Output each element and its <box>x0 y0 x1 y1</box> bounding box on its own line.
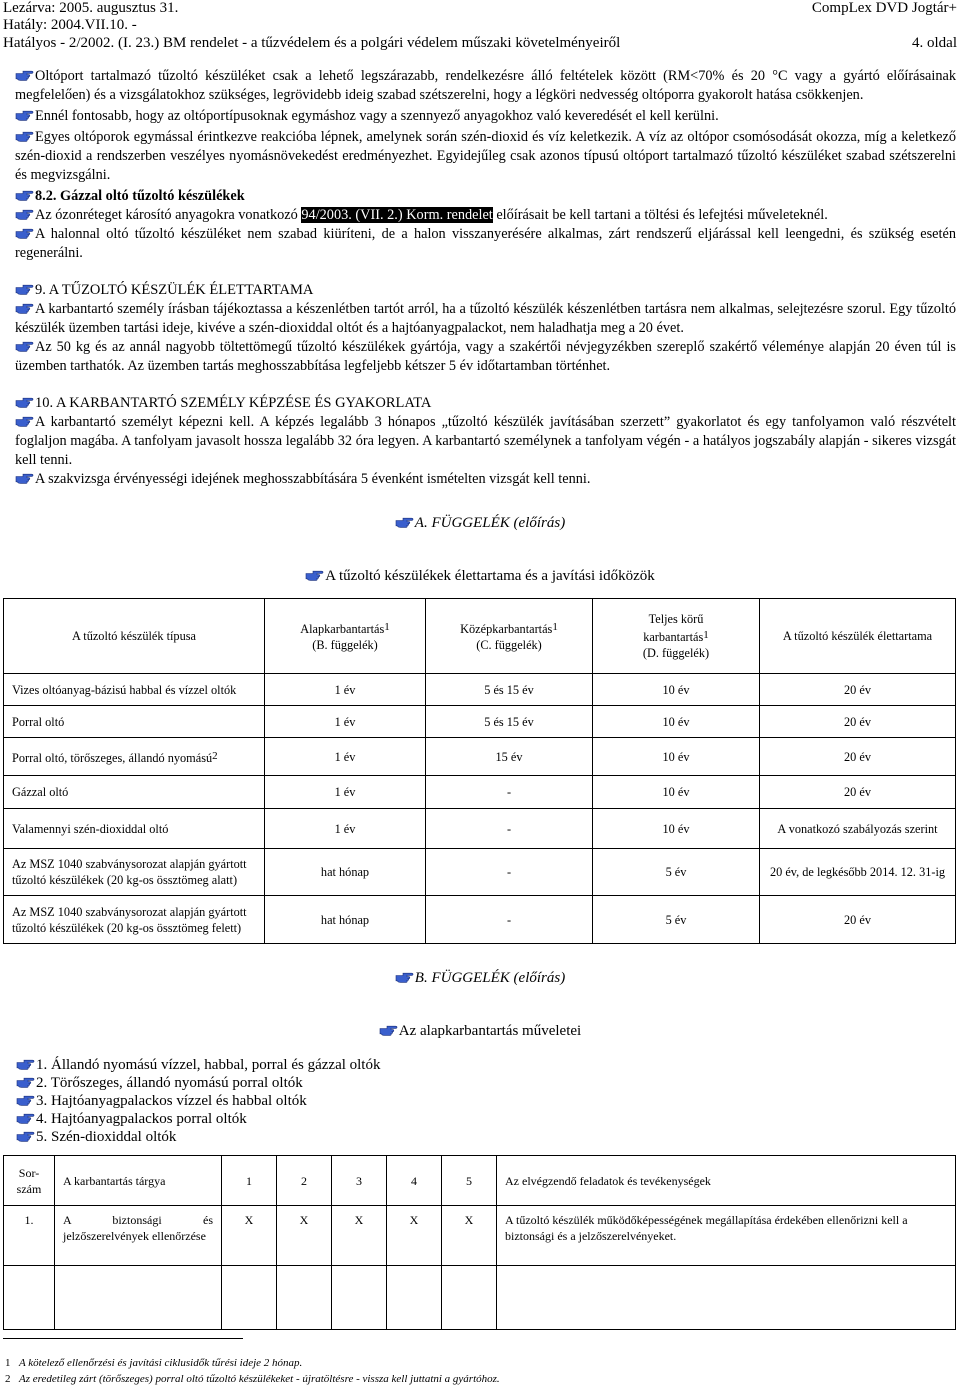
pointing-hand-icon[interactable] <box>16 1075 35 1088</box>
law-reference-link[interactable]: 94/2003. (VII. 2.) Korm. rendelet <box>301 207 493 223</box>
pointing-hand-icon[interactable] <box>15 471 34 484</box>
table-header-row <box>4 599 956 674</box>
pointing-hand-icon[interactable] <box>16 1129 35 1142</box>
pointing-hand-icon[interactable] <box>395 970 414 983</box>
table-cell: A tűzoltó készülék működőképességének megállapítása érdekében ellenőrizni kell a biztonsági és a jelzőszerelvényeket. <box>497 1206 956 1266</box>
table-header-cell: 2 <box>277 1156 332 1206</box>
section-heading-10: 10. A KARBANTARTÓ SZEMÉLY KÉPZÉSE ÉS GYAKORLATA <box>3 394 956 413</box>
table-header-cell: 1 <box>222 1156 277 1206</box>
header-product: CompLex DVD Jogtár+ <box>811 0 957 16</box>
pointing-hand-icon[interactable] <box>16 1111 35 1124</box>
table-cell: hat hónap <box>265 896 426 944</box>
table-cell: Valamennyi szén-dioxiddal oltó <box>4 809 265 849</box>
table-cell: 20 év <box>760 706 956 738</box>
paragraph: A karbantartó személy írásban tájékoztassa a készenlétben tartót arról, ha a tűzoltó készülék készenlétben tartásra nem alkalmas, selejtezésre szorul. Egy tűzoltó készülék üzemben tartási ideje, kivéve a szén-dioxiddal oltót és a hajtóanyagpalackot, nem haladhatja meg a 20 évet. <box>15 301 956 336</box>
table-cell: 20 év <box>760 896 956 944</box>
section-heading-8-2: 8.2. Gázzal oltó tűzoltó készülékek <box>3 187 956 206</box>
table-cell: hat hónap <box>265 849 426 896</box>
section-heading-9: 9. A TŰZOLTÓ KÉSZÜLÉK ÉLETTARTAMA <box>3 281 956 300</box>
table-cell: 1 év <box>265 674 426 706</box>
table-cell: A biztonsági és jelzőszerelvények ellenőrzése <box>55 1206 222 1266</box>
table-cell: X <box>442 1206 497 1266</box>
list-item: 4. Hajtóanyagpalackos porral oltók <box>16 1110 380 1128</box>
pointing-hand-icon[interactable] <box>15 414 34 427</box>
paragraph: Az ózonréteget károsító anyagokra vonatkozó 94/2003. (VII. 2.) Korm. rendelet előírásait be kell tartani a töltési és lefejtési műveleteknél. <box>3 206 956 225</box>
table-cell: Az MSZ 1040 szabványsorozat alapján gyártott tűzoltó készülékek (20 kg-os össztömeg alatt) <box>4 849 265 896</box>
table-cell: Gázzal oltó <box>4 776 265 809</box>
header-page-number: 4. oldal <box>908 35 957 52</box>
table-cell: 15 év <box>426 738 593 776</box>
table-cell: 1 év <box>265 706 426 738</box>
table-header-cell: A karbantartás tárgya <box>55 1156 222 1206</box>
pointing-hand-icon[interactable] <box>16 1057 35 1070</box>
header-hatalyos: Hatályos - 2/2002. (I. 23.) BM rendelet - a tűzvédelem és a polgári védelem műszaki követelményeiről <box>3 35 621 51</box>
table-cell: Porral oltó <box>4 706 265 738</box>
table-cell: 20 év <box>760 738 956 776</box>
table-cell: 1 év <box>265 776 426 809</box>
appendix-b-subtitle: Az alapkarbantartás műveletei <box>0 1022 960 1041</box>
maintenance-table <box>3 1155 956 1330</box>
table-row <box>4 776 956 809</box>
table-row <box>4 1206 956 1266</box>
pointing-hand-icon[interactable] <box>379 1023 398 1036</box>
list-item: 1. Állandó nyomású vízzel, habbal, porral és gázzal oltók <box>16 1056 380 1074</box>
table-cell: - <box>426 896 593 944</box>
table-cell: 10 év <box>593 674 760 706</box>
table-cell: - <box>426 809 593 849</box>
pointing-hand-icon[interactable] <box>15 188 34 201</box>
table-header-cell: Teljes körű karbantartás1 (D. függelék) <box>593 599 760 674</box>
table-cell: X <box>387 1206 442 1266</box>
page-header <box>3 0 957 55</box>
table-cell: 5 és 15 év <box>426 674 593 706</box>
paragraph: Az 50 kg és az annál nagyobb töltettömegű tűzoltó készülékek gyártója, vagy a szakértői névjegyzékben szereplő szakértő véleménye alapján 20 éven túl is üzemben tarthatók. Az üzemben tartás meghosszabbítása legfeljebb kétszer 5 év időtartamban történhet. <box>15 339 956 374</box>
table-cell: 5 év <box>593 896 760 944</box>
pointing-hand-icon[interactable] <box>16 1093 35 1106</box>
pointing-hand-icon[interactable] <box>15 226 34 239</box>
paragraph: A karbantartó személyt képezni kell. A képzés legalább 3 hónapos „tűzoltó készülék javításában szerzett” gyakorlatot és egy tanfolyamon való részvételt foglaljon magába. A tanfolyam javasolt hossza legalább 32 óra legyen. A karbantartó személynek a tanfolyam végén - a hatályos jogszabály alapján - sikeres vizsgát kell tenni. <box>15 414 956 468</box>
table-cell: 20 év, de legkésőbb 2014. 12. 31-ig <box>760 849 956 896</box>
table-cell: 1. <box>4 1206 55 1266</box>
table-header-row <box>4 1156 956 1206</box>
pointing-hand-icon[interactable] <box>15 301 34 314</box>
table-cell: Vizes oltóanyag-bázisú habbal és vízzel oltók <box>4 674 265 706</box>
table-row <box>4 809 956 849</box>
pointing-hand-icon[interactable] <box>15 129 34 142</box>
pointing-hand-icon[interactable] <box>395 515 414 528</box>
pointing-hand-icon[interactable] <box>305 568 324 581</box>
table-cell: 1 év <box>265 809 426 849</box>
paragraph: Egyes oltóporok egymással érintkezve reakcióba lépnek, amelynek során szén-dioxid és víz keletkezik. A víz az oltópor csomósodását okozza, míg a keletkező szén-dioxid a rendszerben veszélyes nyomásnövekedést eredményezhet. Egyidejűleg csak azonos típusú oltóport tartalmazó tűzoltó készüléket szabad szétszerelni és megvizsgálni. <box>15 129 956 183</box>
table-row <box>4 1266 956 1330</box>
table-row <box>4 674 956 706</box>
appendix-a-title: A. FÜGGELÉK (előírás) <box>0 514 960 533</box>
list-item: 5. Szén-dioxiddal oltók <box>16 1128 380 1146</box>
table-header-cell: Sor-szám <box>4 1156 55 1206</box>
appendix-b-title: B. FÜGGELÉK (előírás) <box>0 969 960 988</box>
table-header-cell: 5 <box>442 1156 497 1206</box>
pointing-hand-icon[interactable] <box>15 68 34 81</box>
table-header-cell: A tűzoltó készülék típusa <box>4 599 265 674</box>
document-body <box>3 67 956 489</box>
table-row <box>4 849 956 896</box>
footnote-1: 1 A kötelező ellenőrzési és javítási ciklusidők tűrési ideje 2 hónap. <box>5 1357 303 1369</box>
paragraph: A szakvizsga érvényességi idejének meghosszabbítására 5 évenként ismételten vizsgát kell tenni. <box>3 470 956 489</box>
table-header-cell: Középkarbantartás1 (C. függelék) <box>426 599 593 674</box>
pointing-hand-icon[interactable] <box>15 395 34 408</box>
appendix-a-subtitle: A tűzoltó készülékek élettartama és a javítási időközök <box>0 567 960 586</box>
paragraph: A halonnal oltó tűzoltó készüléket nem szabad kiüríteni, de a halon visszanyerésére alkalmas, zárt rendszerű eljárással kell leengedni, és szükség esetén regenerálni. <box>15 226 956 261</box>
table-row <box>4 896 956 944</box>
table-cell: Az MSZ 1040 szabványsorozat alapján gyártott tűzoltó készülékek (20 kg-os össztömeg felett) <box>4 896 265 944</box>
footnote-divider <box>3 1338 243 1339</box>
table-cell: 1 év <box>265 738 426 776</box>
table-cell: 10 év <box>593 776 760 809</box>
table-cell: Porral oltó, törőszeges, állandó nyomású2 <box>4 738 265 776</box>
table-row <box>4 738 956 776</box>
table-cell: 20 év <box>760 776 956 809</box>
table-row <box>4 706 956 738</box>
header-hataly: Hatály: 2004.VII.10. - <box>3 17 137 33</box>
table-cell: A vonatkozó szabályozás szerint <box>760 809 956 849</box>
table-cell: 10 év <box>593 809 760 849</box>
table-cell: 10 év <box>593 738 760 776</box>
list-item: 3. Hajtóanyagpalackos vízzel és habbal oltók <box>16 1092 380 1110</box>
table-cell: 5 és 15 év <box>426 706 593 738</box>
pointing-hand-icon[interactable] <box>15 207 34 220</box>
table-cell: 20 év <box>760 674 956 706</box>
extinguisher-type-list <box>16 1056 380 1146</box>
table-cell: - <box>426 776 593 809</box>
table-header-cell: Az elvégzendő feladatok és tevékenységek <box>497 1156 956 1206</box>
pointing-hand-icon[interactable] <box>15 282 34 295</box>
table-cell: X <box>332 1206 387 1266</box>
table-header-cell: 3 <box>332 1156 387 1206</box>
table-header-cell: A tűzoltó készülék élettartama <box>760 599 956 674</box>
table-header-cell: 4 <box>387 1156 442 1206</box>
header-lezarva: Lezárva: 2005. augusztus 31. <box>3 0 179 16</box>
table-cell: X <box>277 1206 332 1266</box>
pointing-hand-icon[interactable] <box>15 108 34 121</box>
list-item: 2. Törőszeges, állandó nyomású porral oltók <box>16 1074 380 1092</box>
table-cell: 5 év <box>593 849 760 896</box>
table-cell: - <box>426 849 593 896</box>
table-cell: 10 év <box>593 706 760 738</box>
paragraph: Ennél fontosabb, hogy az oltóportípusoknak egymáshoz vagy a szennyező anyagokhoz való keveredését el kell kerülni. <box>3 107 956 126</box>
lifetime-table <box>3 598 956 944</box>
table-header-cell: Alapkarbantartás1 (B. függelék) <box>265 599 426 674</box>
paragraph: Oltóport tartalmazó tűzoltó készüléket csak a lehető legszárazabb, rendelkezésre álló feltételek között (RM<70% és 20 °C vagy a gyártó előírásainak megfelelően) és a vizsgálatokhoz szükséges, legrövidebb ideig szabad szétszerelni, hogy a légköri nedvesség oltóporra gyakorolt hatása csökkenjen. <box>15 68 956 103</box>
table-cell: X <box>222 1206 277 1266</box>
pointing-hand-icon[interactable] <box>15 339 34 352</box>
footnote-2: 2 Az eredetileg zárt (törőszeges) porral oltó tűzoltó készülékeket - újratöltésre - vissza kell juttatni a gyártóhoz. <box>5 1373 500 1385</box>
